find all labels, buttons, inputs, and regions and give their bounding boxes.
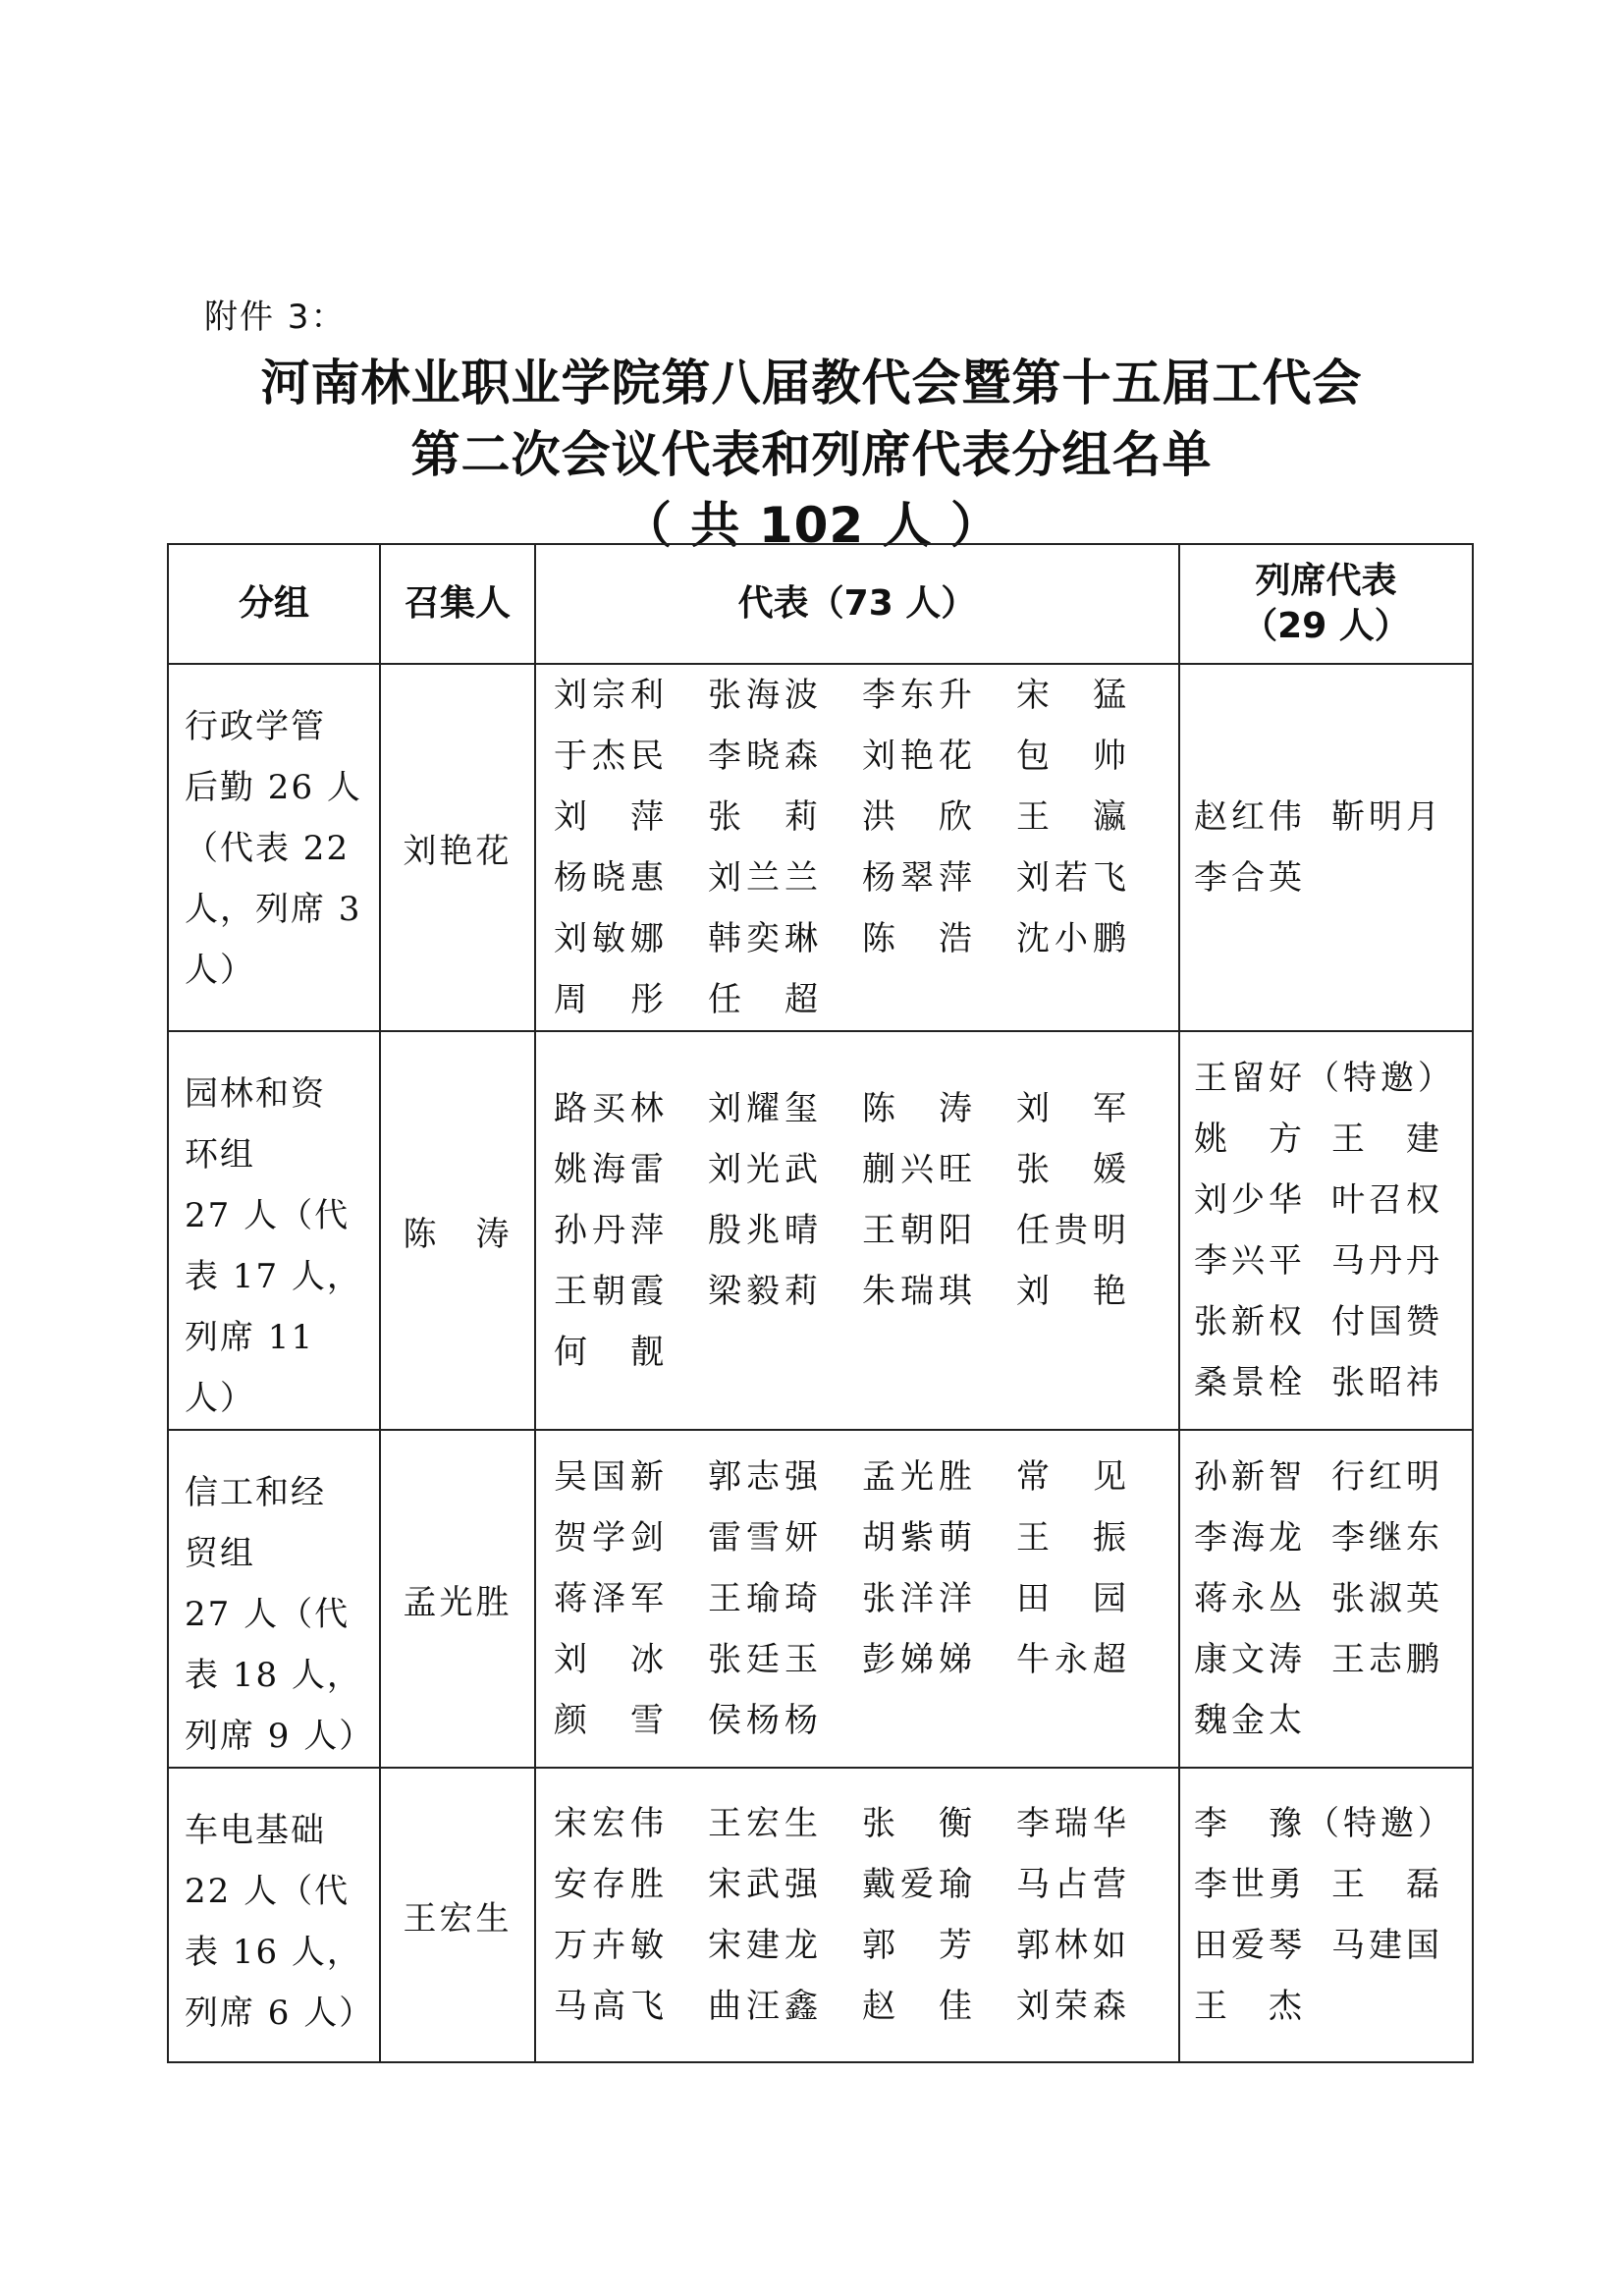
convener-cell: 孟光胜: [380, 1430, 535, 1768]
representative-name: 张海波: [708, 676, 823, 715]
representative-name: 张 媛: [1016, 1150, 1131, 1189]
representative-name: 韩奕琳: [708, 919, 823, 958]
representative-name: 刘荣森: [1016, 1987, 1131, 2026]
total-count: （ 共 102 人 ）: [622, 497, 1001, 554]
observer-name: 王 杰: [1194, 1987, 1306, 2026]
group-label-line: 信工和经: [185, 1473, 326, 1512]
roster-table: [167, 543, 1474, 2063]
representative-name: 刘 艳: [1016, 1272, 1131, 1311]
observer-name: 李世勇: [1194, 1865, 1306, 1904]
representative-name: 孟光胜: [862, 1457, 977, 1497]
group-label-line: 表 18 人，: [185, 1656, 362, 1695]
group-label-line: 贸组: [185, 1534, 255, 1573]
representative-name: 沈小鹏: [1016, 919, 1131, 958]
representative-name: 梁毅莉: [708, 1272, 823, 1311]
representative-name: 刘宗利: [554, 676, 669, 715]
representative-name: 张 莉: [708, 797, 823, 837]
observer-name: 姚 方: [1194, 1120, 1306, 1159]
representative-name: 牛永超: [1016, 1640, 1131, 1679]
group-label-line: 人）: [185, 951, 255, 990]
representative-name: 雷雪妍: [708, 1518, 823, 1558]
representative-name: 任 超: [708, 980, 823, 1019]
group-label-line: 人，列席 3: [185, 890, 362, 929]
convener-cell: 王宏生: [380, 1768, 535, 2062]
representative-name: 洪 欣: [862, 797, 977, 837]
representative-name: 刘 冰: [554, 1640, 669, 1679]
group-label-line: 环组: [185, 1135, 255, 1175]
observer-name: 王 建: [1331, 1120, 1443, 1159]
group-label-line: 人）: [185, 1379, 255, 1418]
group-label-line: 车电基础: [185, 1811, 326, 1850]
attachment-label: 附件 3：: [204, 298, 347, 337]
representative-name: 赵 佳: [862, 1987, 977, 2026]
representative-name: 朱瑞琪: [862, 1272, 977, 1311]
observer-name: 马丹丹: [1331, 1241, 1443, 1281]
group-cell: [168, 1031, 380, 1430]
group-label-line: 表 16 人，: [185, 1933, 362, 1972]
convener-cell: 陈 涛: [380, 1031, 535, 1430]
representative-name: 曲汪鑫: [708, 1987, 823, 2026]
group-label-line: （代表 22: [185, 829, 351, 868]
representative-name: 王 瀛: [1016, 797, 1131, 837]
representative-name: 侯杨杨: [708, 1701, 823, 1740]
observers-cell: [1179, 1031, 1473, 1430]
observers-cell: [1179, 1430, 1473, 1768]
observer-name: 王志鹏: [1331, 1640, 1443, 1679]
observer-name: 孙新智: [1194, 1457, 1306, 1497]
observer-name: 付国赞: [1331, 1302, 1443, 1341]
representative-name: 刘耀玺: [708, 1089, 823, 1128]
group-row: [168, 1031, 1473, 1430]
representative-name: 李晓森: [708, 737, 823, 776]
header-observers-title: 列席代表: [1255, 561, 1397, 601]
representative-name: 胡紫萌: [862, 1518, 977, 1558]
observer-name: 李海龙: [1194, 1518, 1306, 1558]
group-label-line: 27 人（代: [185, 1595, 351, 1634]
observer-name: 蒋永丛: [1194, 1579, 1306, 1618]
representative-name: 安存胜: [554, 1865, 669, 1904]
representative-name: 刘光武: [708, 1150, 823, 1189]
representative-name: 李东升: [862, 676, 977, 715]
header-group: 分组: [168, 544, 380, 664]
observer-name: 靳明月: [1331, 797, 1443, 837]
representatives-cell: [535, 664, 1179, 1031]
representative-name: 路买林: [554, 1089, 669, 1128]
representative-name: 宋建龙: [708, 1926, 823, 1965]
representative-name: 杨翠萍: [862, 858, 977, 898]
representative-name: 田 园: [1016, 1579, 1131, 1618]
group-label-line: 27 人（代: [185, 1196, 351, 1235]
observer-name: 刘少华: [1194, 1180, 1306, 1220]
document-title-line2: 第二次会议代表和列席代表分组名单: [410, 426, 1213, 483]
observer-name: 张新权: [1194, 1302, 1306, 1341]
representatives-cell: [535, 1768, 1179, 2062]
representative-name: 吴国新: [554, 1457, 669, 1497]
group-label-line: 园林和资: [185, 1074, 326, 1114]
observer-name: 田爱琴: [1194, 1926, 1306, 1965]
observer-name: 赵红伟: [1194, 797, 1306, 837]
representative-name: 张廷玉: [708, 1640, 823, 1679]
representative-name: 颜 雪: [554, 1701, 669, 1740]
observer-name: 康文涛: [1194, 1640, 1306, 1679]
representative-name: 王宏生: [708, 1804, 823, 1843]
representative-name: 张洋洋: [862, 1579, 977, 1618]
group-row: [168, 1768, 1473, 2062]
representative-name: 包 帅: [1016, 737, 1131, 776]
representatives-list: [554, 1793, 1159, 2037]
representative-name: 刘艳花: [862, 737, 977, 776]
representative-name: 孙丹萍: [554, 1211, 669, 1250]
observers-list: [1194, 787, 1462, 908]
representative-name: 殷兆晴: [708, 1211, 823, 1250]
observer-name: 李 豫（特邀）: [1194, 1804, 1455, 1843]
group-row: [168, 664, 1473, 1031]
representative-name: 李瑞华: [1016, 1804, 1131, 1843]
observer-name: 李合英: [1194, 858, 1306, 898]
representative-name: 杨晓惠: [554, 858, 669, 898]
observers-list: [1194, 1048, 1462, 1413]
representative-name: 周 彤: [554, 980, 669, 1019]
group-label-line: 后勤 26 人: [185, 768, 362, 807]
observer-name: 王留好（特邀）: [1194, 1059, 1455, 1098]
group-cell: [168, 664, 380, 1031]
observer-name: 张淑英: [1331, 1579, 1443, 1618]
representative-name: 郭林如: [1016, 1926, 1131, 1965]
representative-name: 刘兰兰: [708, 858, 823, 898]
convener-cell: 刘艳花: [380, 664, 535, 1031]
group-label-line: 列席 9 人）: [185, 1717, 375, 1756]
header-convener: 召集人: [380, 544, 535, 664]
representative-name: 万卉敏: [554, 1926, 669, 1965]
group-row: [168, 1430, 1473, 1768]
representative-name: 蒋泽军: [554, 1579, 669, 1618]
representative-name: 何 靓: [554, 1333, 669, 1372]
representative-name: 马高飞: [554, 1987, 669, 2026]
header-row: [168, 544, 1473, 664]
representative-name: 宋武强: [708, 1865, 823, 1904]
observer-name: 行红明: [1331, 1457, 1443, 1497]
observer-name: 李继东: [1331, 1518, 1443, 1558]
observers-cell: [1179, 664, 1473, 1031]
group-label-line: 22 人（代: [185, 1872, 351, 1911]
observer-name: 李兴平: [1194, 1241, 1306, 1281]
observers-cell: [1179, 1768, 1473, 2062]
representative-name: 陈 涛: [862, 1089, 977, 1128]
representative-name: 蒯兴旺: [862, 1150, 977, 1189]
observer-name: 王 磊: [1331, 1865, 1443, 1904]
representative-name: 宋 猛: [1016, 676, 1131, 715]
representative-name: 王朝阳: [862, 1211, 977, 1250]
representative-name: 郭 芳: [862, 1926, 977, 1965]
representative-name: 王朝霞: [554, 1272, 669, 1311]
group-label-line: 列席 11: [185, 1318, 315, 1357]
group-label-line: 列席 6 人）: [185, 1994, 375, 2033]
representative-name: 宋宏伟: [554, 1804, 669, 1843]
header-representatives: 代表（73 人）: [535, 544, 1179, 664]
representative-name: 彭娣娣: [862, 1640, 977, 1679]
representative-name: 姚海雷: [554, 1150, 669, 1189]
representatives-list: [554, 1078, 1159, 1383]
representatives-list: [554, 1447, 1159, 1751]
observer-name: 张昭祎: [1331, 1363, 1443, 1402]
header-observers: [1179, 544, 1473, 664]
group-label-line: 行政学管: [185, 707, 326, 746]
observer-name: 魏金太: [1194, 1701, 1306, 1740]
observer-name: 桑景栓: [1194, 1363, 1306, 1402]
group-cell: [168, 1430, 380, 1768]
representative-name: 刘若飞: [1016, 858, 1131, 898]
document-title-line1: 河南林业职业学院第八届教代会暨第十五届工代会: [260, 355, 1363, 411]
observer-name: 马建国: [1331, 1926, 1443, 1965]
representative-name: 贺学剑: [554, 1518, 669, 1558]
group-cell: [168, 1768, 380, 2062]
representative-name: 于杰民: [554, 737, 669, 776]
representative-name: 王瑜琦: [708, 1579, 823, 1618]
header-observers-count: （29 人）: [1242, 606, 1410, 646]
observers-list: [1194, 1447, 1462, 1751]
representative-name: 马占营: [1016, 1865, 1131, 1904]
representative-name: 戴爱瑜: [862, 1865, 977, 1904]
group-label-line: 表 17 人，: [185, 1257, 362, 1296]
representatives-cell: [535, 1430, 1179, 1768]
representative-name: 张 衡: [862, 1804, 977, 1843]
representative-name: 郭志强: [708, 1457, 823, 1497]
representatives-list: [554, 665, 1159, 1030]
representative-name: 陈 浩: [862, 919, 977, 958]
observer-name: 叶召权: [1331, 1180, 1443, 1220]
representative-name: 常 见: [1016, 1457, 1131, 1497]
representative-name: 刘 萍: [554, 797, 669, 837]
representatives-cell: [535, 1031, 1179, 1430]
representative-name: 刘敏娜: [554, 919, 669, 958]
observers-list: [1194, 1793, 1462, 2037]
representative-name: 任贵明: [1016, 1211, 1131, 1250]
representative-name: 王 振: [1016, 1518, 1131, 1558]
representative-name: 刘 军: [1016, 1089, 1131, 1128]
